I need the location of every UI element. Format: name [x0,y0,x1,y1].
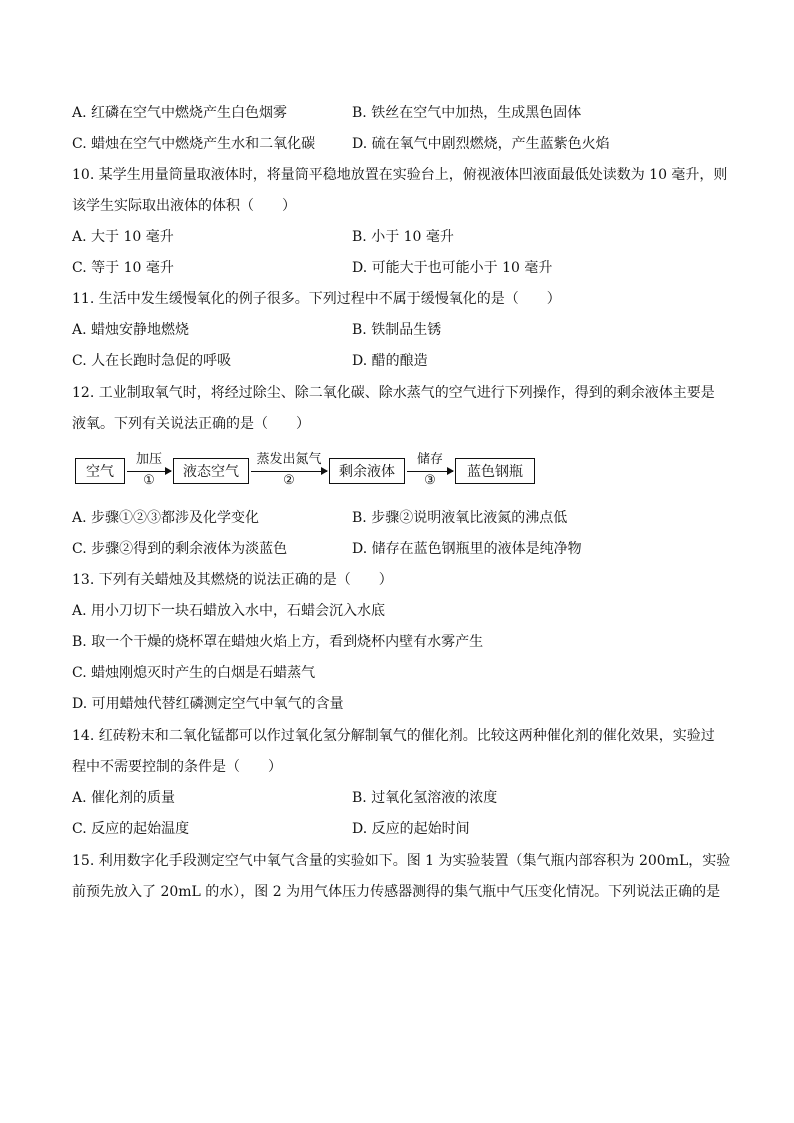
q10-option-a: A. 大于 10 毫升 [72,229,174,245]
q14-stem-line-1: 14. 红砖粉末和二氧化锰都可以作过氧化氢分解制氧气的催化剂。比较这两种催化剂的催化效果，实验过 [72,728,715,744]
q12-option-d: D. 储存在蓝色钢瓶里的液体是纯净物 [352,541,582,557]
q14-option-d: D. 反应的起始时间 [352,821,470,837]
q10-option-d: D. 可能大于也可能小于 10 毫升 [352,260,553,276]
flow-arrow-3 [407,471,453,472]
q9-option-c: C. 蜡烛在空气中燃烧产生水和二氧化碳 [72,136,316,152]
q11-option-a: A. 蜡烛安静地燃烧 [72,322,190,338]
q12-option-a: A. 步骤①②③都涉及化学变化 [72,510,260,526]
q14-options-row-2 [72,819,732,839]
q9-options-row-1 [72,103,732,123]
q11-option-b: B. 铁制品生锈 [352,322,442,338]
flow-arrow-2-top-label: 蒸发出氮气 [256,452,322,467]
q10-option-b: B. 小于 10 毫升 [352,229,454,245]
q14-option-c: C. 反应的起始温度 [72,821,190,837]
flow-arrow-1-top-label: 加压 [135,452,162,467]
q11-stem: 11. 生活中发生缓慢氧化的例子很多。下列过程中不属于缓慢氧化的是（ ） [72,291,561,307]
q12-stem-line-2: 液氧。下列有关说法正确的是（ ） [72,416,310,432]
flow-box-liquid-air: 液态空气 [173,458,249,484]
q9-option-d: D. 硫在氧气中剧烈燃烧，产生蓝紫色火焰 [352,136,610,152]
q9-options-row-2 [72,134,732,154]
q14-options-row-1 [72,788,732,808]
q11-option-d: D. 醋的酿造 [352,353,428,369]
q12-stem-line-1: 12. 工业制取氧气时，将经过除尘、除二氧化碳、除水蒸气的空气进行下列操作，得到的剩余液体主要是 [72,385,715,401]
flow-arrow-2-bottom-label: ② [283,473,295,488]
q9-option-b: B. 铁丝在空气中加热，生成黑色固体 [352,105,582,121]
q14-stem-line-2: 程中不需要控制的条件是（ ） [72,759,282,775]
q15-stem-line-2: 前预先放入了 20mL 的水），图 2 为用气体压力传感器测得的集气瓶中气压变化情况。下列说法正确的是 [72,884,721,900]
q11-option-c: C. 人在长跑时急促的呼吸 [72,353,232,369]
q12-options-row-2 [72,539,732,559]
q13-option-b: B. 取一个干燥的烧杯罩在蜡烛火焰上方，看到烧杯内壁有水雾产生 [72,634,484,650]
q13-stem: 13. 下列有关蜡烛及其燃烧的说法正确的是（ ） [72,572,393,588]
q10-options-row-1 [72,227,732,247]
q10-option-c: C. 等于 10 毫升 [72,260,174,276]
q13-option-c: C. 蜡烛刚熄灭时产生的白烟是石蜡蒸气 [72,665,316,681]
flow-arrow-1 [127,471,171,472]
q13-option-d: D. 可用蜡烛代替红磷测定空气中氧气的含量 [72,696,344,712]
q9-option-a: A. 红磷在空气中燃烧产生白色烟雾 [72,105,288,121]
q14-option-b: B. 过氧化氢溶液的浓度 [352,790,498,806]
q11-options-row-1 [72,320,732,340]
flow-arrow-1-bottom-label: ① [143,473,155,488]
q10-options-row-2 [72,258,732,278]
q12-options-row-1 [72,508,732,528]
q12-option-c: C. 步骤②得到的剩余液体为淡蓝色 [72,541,288,557]
q10-stem-line-2: 该学生实际取出液体的体积（ ） [72,198,296,214]
flow-box-residual-liquid: 剩余液体 [329,458,405,484]
q11-options-row-2 [72,351,732,371]
q10-stem-line-1: 10. 某学生用量筒量取液体时，将量筒平稳地放置在实验台上，俯视液体凹液面最低处读数为 10 毫升，则 [72,167,728,183]
flow-arrow-2 [251,471,327,472]
flow-arrow-3-bottom-label: ③ [424,473,436,488]
flow-box-blue-cylinder: 蓝色钢瓶 [455,458,535,484]
q12-option-b: B. 步骤②说明液氧比液氮的沸点低 [352,510,568,526]
q14-option-a: A. 催化剂的质量 [72,790,176,806]
q15-stem-line-1: 15. 利用数字化手段测定空气中氧气含量的实验如下。图 1 为实验装置（集气瓶内部容积为 200mL，实验 [72,853,731,869]
q13-option-a: A. 用小刀切下一块石蜡放入水中，石蜡会沉入水底 [72,603,386,619]
flow-box-air: 空气 [75,458,125,484]
flow-arrow-3-top-label: 储存 [416,452,443,467]
